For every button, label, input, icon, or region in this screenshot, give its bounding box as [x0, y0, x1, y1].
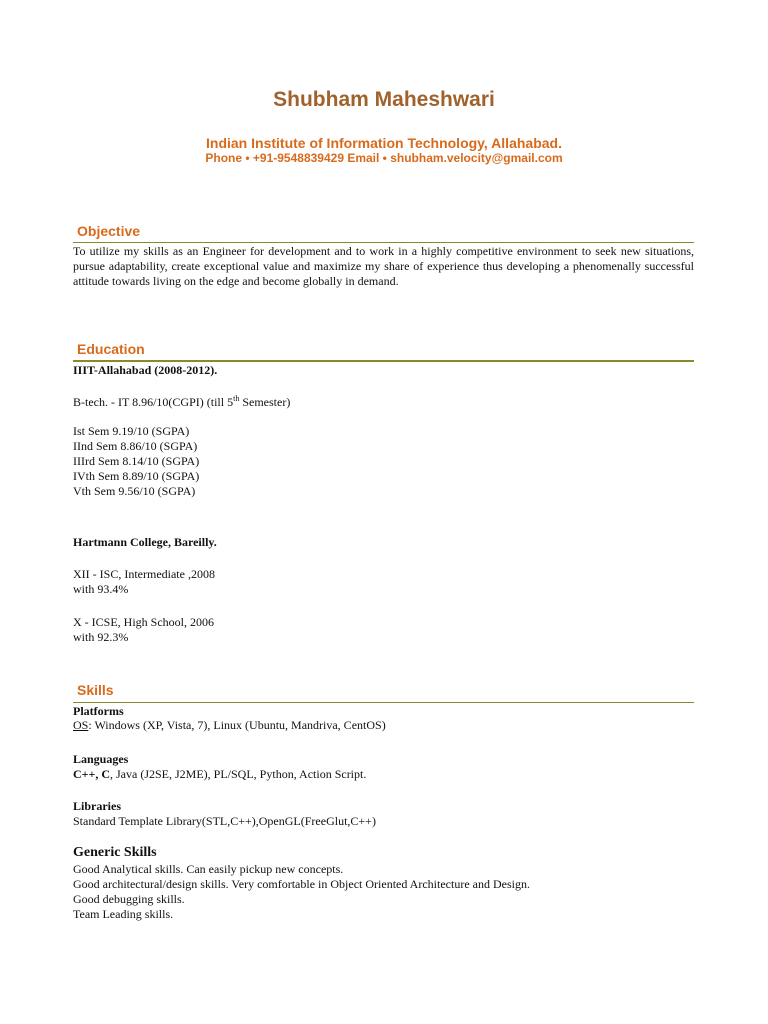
- languages-line: [73, 767, 366, 782]
- generic-skill-item: Good debugging skills.: [73, 892, 185, 906]
- semester-line: Vth Sem 9.56/10 (SGPA): [73, 484, 196, 498]
- os-label: OS: [73, 718, 89, 732]
- generic-skill-item: Team Leading skills.: [73, 907, 174, 921]
- objective-title: Objective: [77, 223, 141, 239]
- education-title: Education: [77, 341, 145, 357]
- x-line: X - ICSE, High School, 2006: [73, 615, 214, 629]
- x-score: with 92.3%: [73, 630, 129, 644]
- contact-line: Phone • +91-9548839429 Email • shubham.velocity@gmail.com: [205, 151, 563, 165]
- platforms-title: Platforms: [73, 704, 124, 718]
- semester-line: IVth Sem 8.89/10 (SGPA): [73, 469, 200, 483]
- objective-rule: [73, 242, 694, 243]
- os-line: [73, 718, 386, 733]
- objective-text: To utilize my skills as an Engineer for development and to work in a highly competitive environment to seek new situations, pursue adaptability, create exceptional value and maximize my share of experience thus developing a phenomenally successful attitude towards living on the edge and become globally in demand.: [73, 244, 694, 288]
- libraries-title: Libraries: [73, 799, 121, 813]
- generic-skills-title: Generic Skills: [73, 845, 157, 860]
- generic-skill-item: Good architectural/design skills. Very comfortable in Object Oriented Architecture and Design.: [73, 877, 530, 891]
- languages-rest: , Java (J2SE, J2ME), PL/SQL, Python, Action Script.: [110, 767, 367, 781]
- os-value: : Windows (XP, Vista, 7), Linux (Ubuntu, Mandriva, CentOS): [88, 718, 386, 732]
- languages-title: Languages: [73, 752, 129, 766]
- semester-line: Ist Sem 9.19/10 (SGPA): [73, 424, 190, 438]
- degree-line: [73, 395, 290, 410]
- candidate-name: Shubham Maheshwari: [273, 88, 495, 111]
- degree-sup: th: [233, 394, 240, 403]
- xii-line: XII - ISC, Intermediate ,2008: [73, 567, 215, 581]
- xii-score: with 93.4%: [73, 582, 129, 596]
- education-rule: [73, 360, 694, 362]
- college-heading: Hartmann College, Bareilly.: [73, 535, 217, 549]
- languages-bold: C++, C: [73, 767, 111, 781]
- generic-skill-item: Good Analytical skills. Can easily pickup new concepts.: [73, 862, 344, 876]
- skills-rule: [73, 702, 694, 703]
- semester-line: IInd Sem 8.86/10 (SGPA): [73, 439, 198, 453]
- libraries-line: Standard Template Library(STL,C++),OpenGL(FreeGlut,C++): [73, 814, 376, 828]
- semester-line: IIIrd Sem 8.14/10 (SGPA): [73, 454, 200, 468]
- degree-suffix: Semester): [239, 395, 291, 409]
- skills-title: Skills: [77, 682, 114, 698]
- institute-name: Indian Institute of Information Technology, Allahabad.: [206, 135, 562, 151]
- iiit-heading: IIIT-Allahabad (2008-2012).: [73, 363, 218, 377]
- degree-prefix: B-tech. - IT 8.96/10(CGPI) (till 5: [73, 395, 234, 409]
